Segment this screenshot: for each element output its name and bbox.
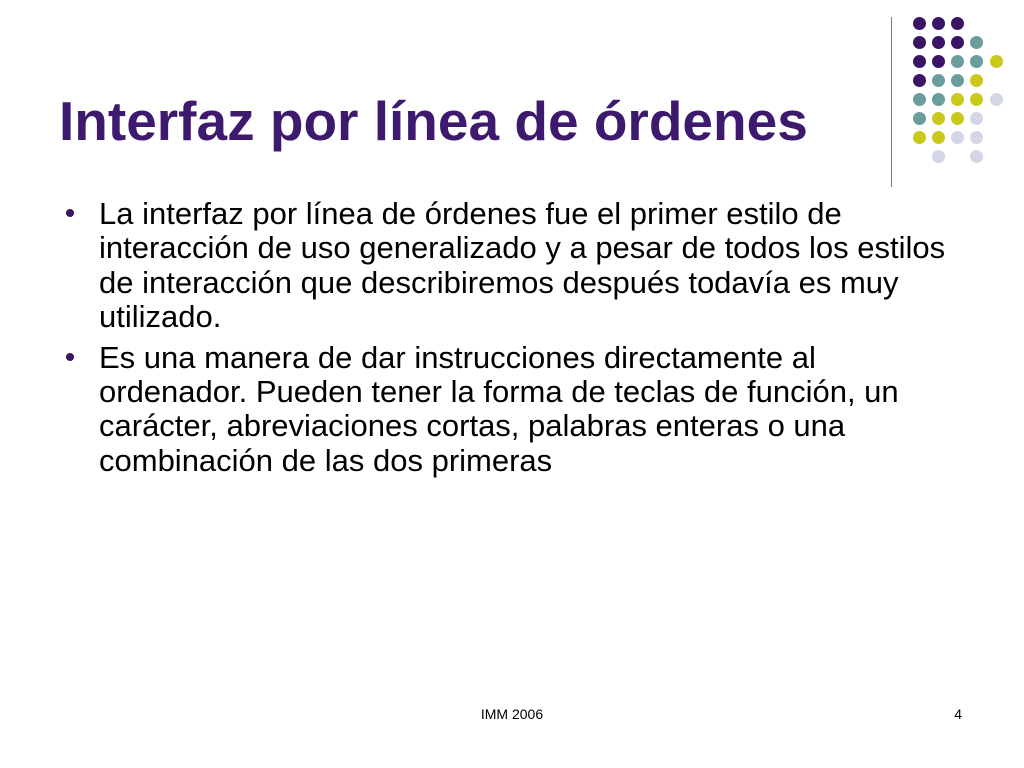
decorative-dot <box>951 55 964 68</box>
decorative-dot <box>970 74 983 87</box>
decorative-dot <box>990 55 1003 68</box>
footer-text: IMM 2006 <box>480 706 544 722</box>
decorative-dot <box>970 93 983 106</box>
decorative-dot <box>990 93 1003 106</box>
decorative-dot <box>932 93 945 106</box>
decorative-dot <box>932 112 945 125</box>
slide-title: Interfaz por línea de órdenes <box>59 90 808 152</box>
decorative-dot <box>932 74 945 87</box>
decorative-dot <box>913 36 926 49</box>
bullet-text: Es una manera de dar instrucciones directamente al ordenador. Pueden tener la forma de teclas de función, un carácter, abreviaciones cortas, palabras enteras o una combinación de las dos primeras <box>99 339 899 478</box>
bullet-list <box>99 197 959 478</box>
decorative-dot <box>932 131 945 144</box>
decorative-dot <box>913 131 926 144</box>
decorative-dot <box>932 150 945 163</box>
bullet-item <box>99 197 959 335</box>
decorative-dot <box>951 74 964 87</box>
decorative-dot <box>970 150 983 163</box>
decorative-dot <box>970 55 983 68</box>
decorative-dot <box>913 74 926 87</box>
bullet-item <box>99 341 959 479</box>
bullet-icon <box>66 209 74 217</box>
decorative-dot <box>932 55 945 68</box>
decorative-dot <box>913 17 926 30</box>
decorative-dot <box>951 17 964 30</box>
decorative-dot <box>932 36 945 49</box>
slide-number: 4 <box>954 706 962 722</box>
decorative-dot <box>951 112 964 125</box>
decorative-dot <box>913 55 926 68</box>
decorative-dot <box>932 17 945 30</box>
decorative-dot <box>951 131 964 144</box>
decorative-dot <box>970 112 983 125</box>
bullet-icon <box>66 353 74 361</box>
decorative-dot <box>913 112 926 125</box>
decorative-dot <box>913 93 926 106</box>
vertical-divider <box>891 17 892 187</box>
decorative-dot <box>970 131 983 144</box>
bullet-text: La interfaz por línea de órdenes fue el primer estilo de interacción de uso generalizado y a pesar de todos los estilos de interacción que describiremos después todavía es muy utilizado. <box>99 196 946 335</box>
decorative-dot <box>970 36 983 49</box>
decorative-dot <box>951 93 964 106</box>
decorative-dot <box>951 36 964 49</box>
